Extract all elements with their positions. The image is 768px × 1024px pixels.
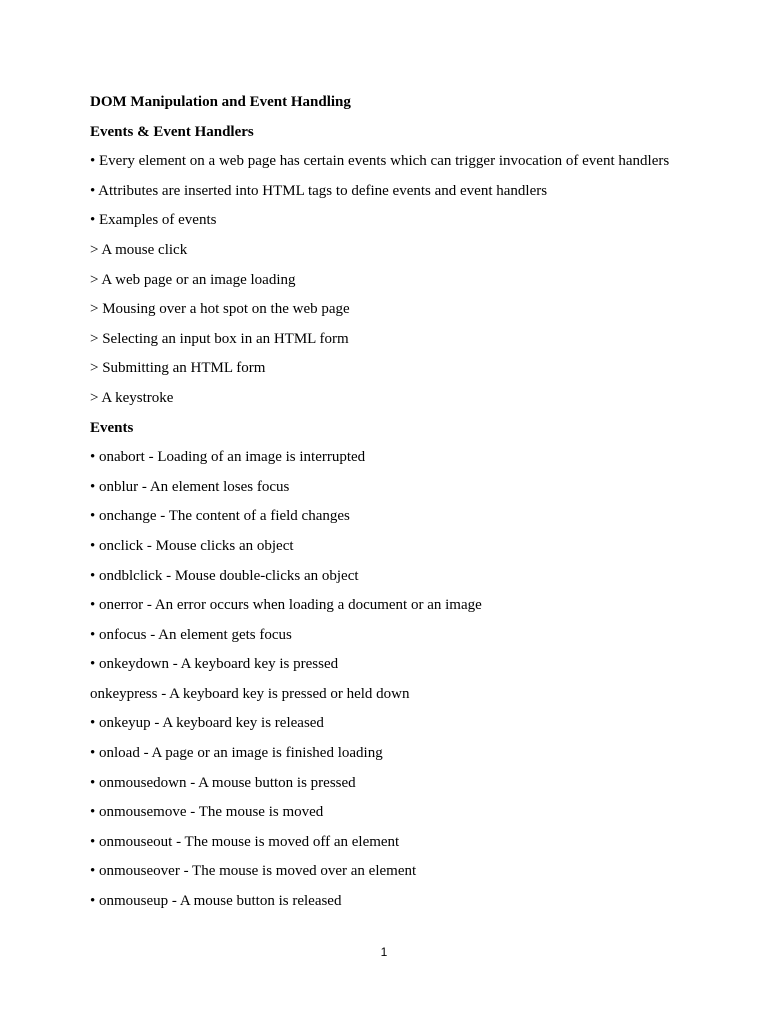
event-item: • onchange - The content of a field changes: [90, 508, 350, 525]
event-item: • onabort - Loading of an image is interrupted: [90, 449, 366, 466]
event-item: • onmouseup - A mouse button is released: [90, 893, 342, 910]
event-item: • onerror - An error occurs when loading a document or an image: [90, 597, 482, 614]
example-item: > Mousing over a hot spot on the web page: [90, 301, 350, 318]
event-item: • onmouseout - The mouse is moved off an element: [90, 833, 400, 850]
event-item: • onmousedown - A mouse button is pressed: [90, 774, 356, 791]
example-item: > A keystroke: [90, 389, 174, 406]
event-item: • onmouseover - The mouse is moved over an element: [90, 863, 417, 880]
section-heading: Events & Event Handlers: [90, 123, 254, 140]
event-item: onkeypress - A keyboard key is pressed or held down: [90, 685, 410, 702]
page-number: 1: [380, 945, 388, 959]
event-item: • onfocus - An element gets focus: [90, 626, 292, 643]
event-item: • onkeydown - A keyboard key is pressed: [90, 656, 339, 673]
event-item: • onkeyup - A keyboard key is released: [90, 715, 324, 732]
intro-bullet: • Attributes are inserted into HTML tags to define events and event handlers: [90, 182, 548, 199]
events-heading: Events: [90, 419, 134, 436]
example-item: > A web page or an image loading: [90, 271, 296, 288]
document-title: DOM Manipulation and Event Handling: [90, 94, 351, 110]
intro-bullet: • Examples of events: [90, 212, 217, 229]
event-item: • onblur - An element loses focus: [90, 478, 290, 495]
intro-bullet: • Every element on a web page has certain events which can trigger invocation of event handlers: [90, 153, 670, 170]
example-item: > A mouse click: [90, 241, 188, 258]
document-body: [90, 91, 730, 920]
example-item: > Submitting an HTML form: [90, 360, 266, 377]
event-item: • onload - A page or an image is finished loading: [90, 745, 383, 762]
event-item: • ondblclick - Mouse double-clicks an object: [90, 567, 359, 584]
event-item: • onmousemove - The mouse is moved: [90, 804, 324, 821]
example-item: > Selecting an input box in an HTML form: [90, 330, 349, 347]
event-item: • onclick - Mouse clicks an object: [90, 537, 294, 554]
